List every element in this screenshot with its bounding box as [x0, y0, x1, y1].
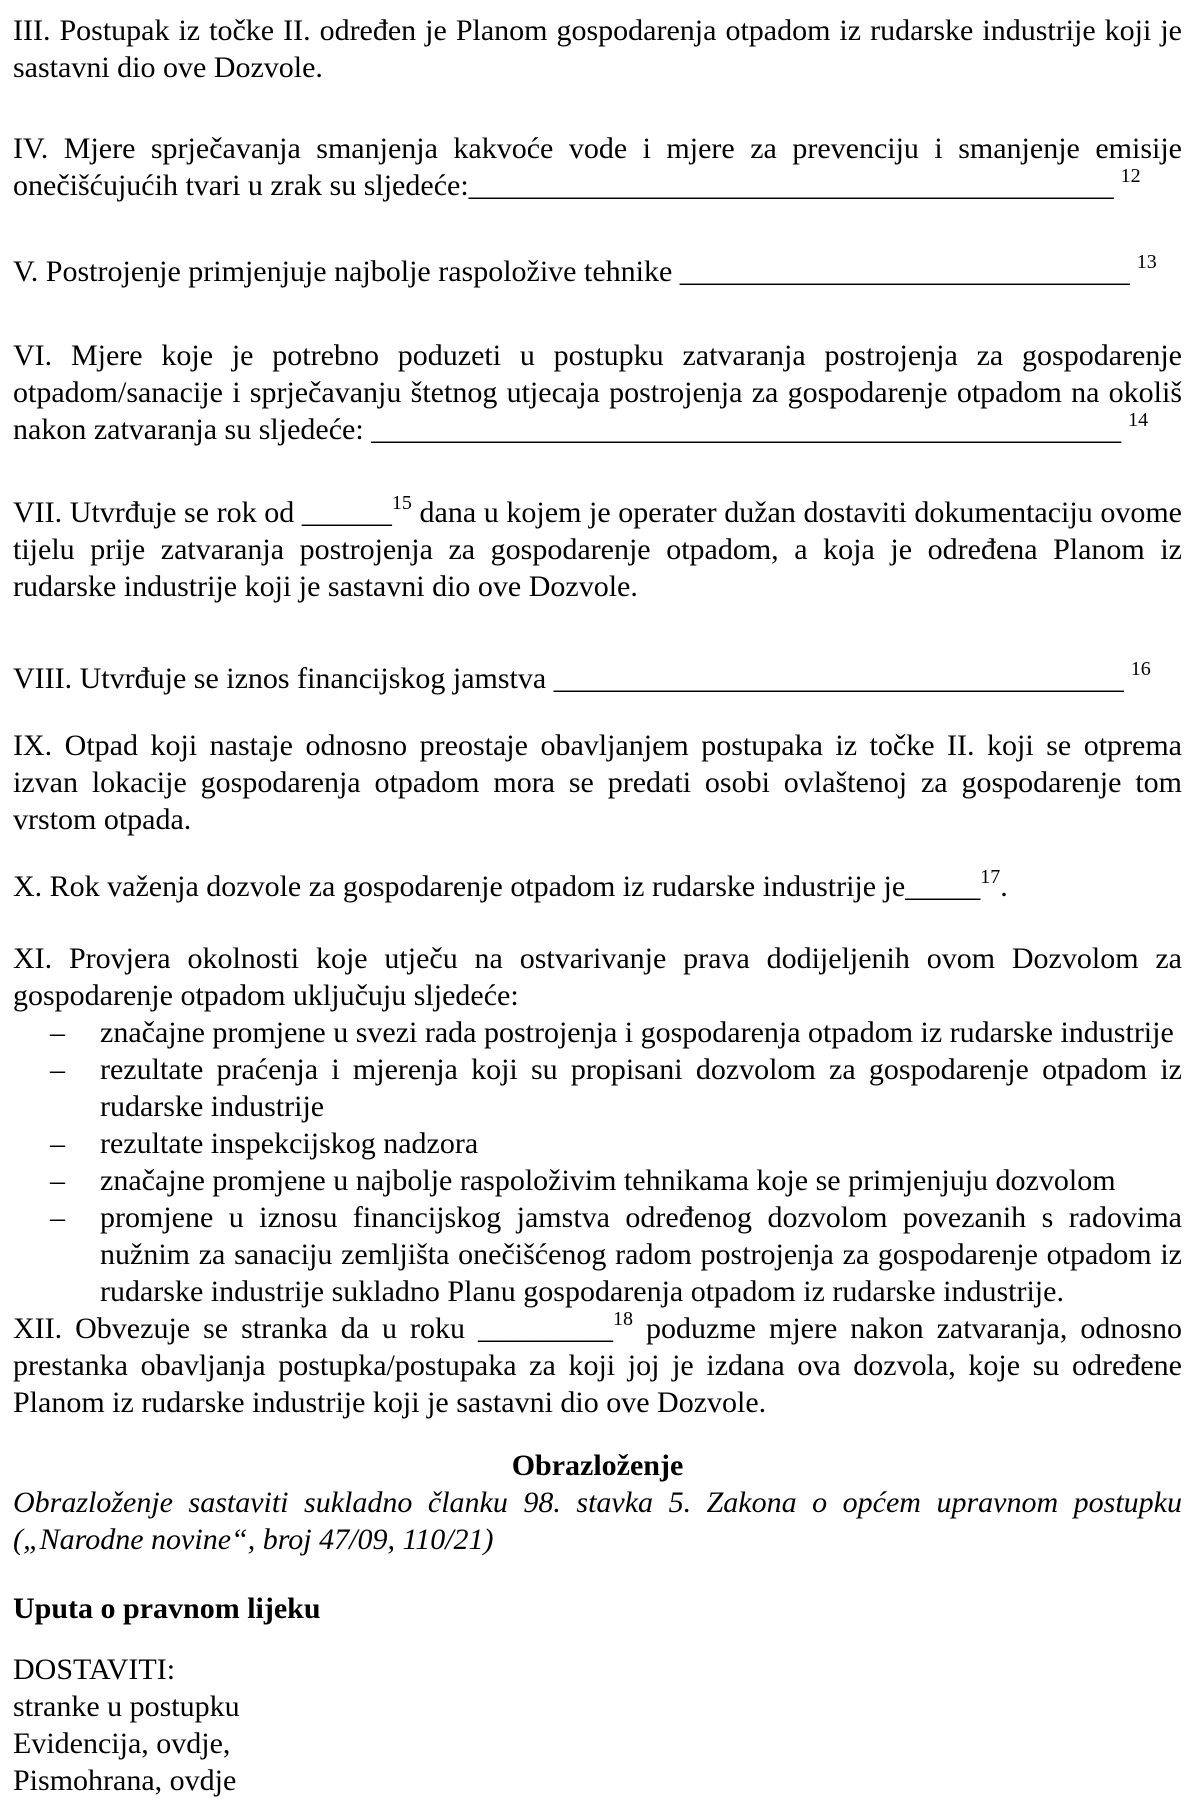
footnote-ref-16: 16: [1130, 658, 1151, 680]
clause-v: [13, 253, 1182, 290]
bullet-item: [13, 1162, 1182, 1199]
clause-vi: [13, 337, 1182, 448]
footnote-ref-18: 18: [613, 1308, 634, 1330]
clause-x: [13, 868, 1182, 905]
bullet-item: [13, 1125, 1182, 1162]
distribution-item: Pismohrana, ovdje: [13, 1764, 237, 1797]
clause-vii: [13, 494, 1182, 605]
section-heading-uputa-o-pravnom-lijeku: Uputa o pravnom lijeku: [13, 1592, 321, 1625]
bullet-item: [13, 1051, 1182, 1125]
clause-xi-bullet-list: [13, 1014, 1182, 1310]
clause-ix-text: IX. Otpad koji nastaje odnosno preostaje obavljanjem postupaka iz točke II. koji se otprema izvan lokacije gospodarenja otpadom mora se predati osobi ovlaštenoj za gospodarenje tom vrstom otpada.: [13, 729, 1182, 836]
clause-xii-text-before: XII. Obvezuje se stranka da u roku: [13, 1312, 479, 1345]
bullet-dash: –: [50, 1053, 65, 1086]
bullet-text: rezultate praćenja i mjerenja koji su propisani dozvolom za gospodarenje otpadom iz rudarske industrije: [100, 1053, 1182, 1123]
clause-xii: [13, 1310, 1182, 1421]
clause-v-text: V. Postrojenje primjenjuje najbolje raspoložive tehnike: [13, 255, 680, 288]
bullet-dash: –: [50, 1201, 65, 1234]
clause-iv-text: IV. Mjere sprječavanja smanjenja kakvoće vode i mjere za prevenciju i smanjenje emisije onečišćujućih tvari u zrak su sljedeće:: [13, 132, 1182, 202]
bullet-dash: –: [50, 1127, 65, 1160]
clause-x-text-before: X. Rok važenja dozvole za gospodarenje otpadom iz rudarske industrije je: [13, 870, 906, 903]
clause-viii-text: VIII. Utvrđuje se iznos financijskog jamstva: [13, 662, 554, 695]
bullet-text: značajne promjene u najbolje raspoloživim tehnikama koje se primjenjuju dozvolom: [100, 1164, 1116, 1197]
distribution-item: stranke u postupku: [13, 1690, 240, 1723]
bullet-dash: –: [50, 1164, 65, 1197]
clause-vii-text-before: VII. Utvrđuje se rok od: [13, 496, 302, 529]
blank-line: __________________________________________________: [371, 413, 1122, 446]
footnote-ref-13: 13: [1136, 251, 1157, 273]
distribution-block: [13, 1651, 1182, 1799]
explanation-note: Obrazloženje sastaviti sukladno članku 98. stavka 5. Zakona o općem upravnom postupku („Narodne novine“, broj 47/09, 110/21): [13, 1486, 1182, 1556]
section-heading-obrazlozenje: Obrazloženje: [511, 1449, 684, 1482]
footnote-ref-17: 17: [980, 866, 1001, 888]
footnote-ref-14: 14: [1128, 409, 1149, 431]
bullet-item: [13, 1014, 1182, 1051]
bullet-text: rezultate inspekcijskog nadzora: [100, 1127, 479, 1160]
distribution-item: Evidencija, ovdje,: [13, 1727, 231, 1760]
blank-line: ______________________________: [679, 255, 1130, 288]
distribution-title: DOSTAVITI:: [13, 1653, 176, 1686]
footnote-ref-12: 12: [1120, 165, 1141, 187]
clause-viii: [13, 660, 1182, 697]
clause-xi-intro: XI. Provjera okolnosti koje utječu na ostvarivanje prava dodijeljenih ovom Dozvolom za gospodarenje otpadom uključuju sljedeće:: [13, 942, 1182, 1012]
clause-iii-text: III. Postupak iz točke II. određen je Planom gospodarenja otpadom iz rudarske industrije koji je sastavni dio ove Dozvole.: [13, 14, 1182, 84]
blank-line: ______________________________________: [553, 662, 1124, 695]
blank-line: _____: [905, 870, 981, 903]
clause-iv: [13, 130, 1182, 204]
clause-x-text-after: .: [1000, 870, 1008, 903]
bullet-dash: –: [50, 1016, 65, 1049]
clause-xii-text-after: poduzme mjere nakon zatvaranja, odnosno prestanka obavljanja postupka/postupaka za koji joj je izdana ova dozvola, koje su određene Planom iz rudarske industrije koji je sastavni dio ove Dozvole.: [13, 1312, 1182, 1419]
footnote-ref-15: 15: [391, 492, 412, 514]
clause-iii: [13, 12, 1182, 86]
clause-vi-text: VI. Mjere koje je potrebno poduzeti u postupku zatvaranja postrojenja za gospodarenje otpadom/sanacije i sprječavanju štetnog utjecaja postrojenja za gospodarenje otpadom na okoliš nakon zatvaranja su sljedeće:: [13, 339, 1182, 446]
clause-xi: [13, 940, 1182, 1014]
clause-vii-text-after: dana u kojem je operater dužan dostaviti dokumentaciju ovome tijelu prije zatvaranja postrojenja za gospodarenje otpadom, a koja je određena Planom iz rudarske industrije koji je sastavni dio ove Dozvole.: [13, 496, 1182, 603]
bullet-item: [13, 1199, 1182, 1310]
blank-line: ______: [301, 496, 392, 529]
blank-line: _________: [478, 1312, 614, 1345]
bullet-text: promjene u iznosu financijskog jamstva određenog dozvolom povezanih s radovima nužnim za sanaciju zemljišta onečišćenog radom postrojenja za gospodarenje otpadom iz rudarske industrije sukladno Planu gospodarenja otpadom iz rudarske industrije.: [100, 1201, 1182, 1308]
clause-ix: [13, 727, 1182, 838]
bullet-text: značajne promjene u svezi rada postrojenja i gospodarenja otpadom iz rudarske industrije: [100, 1016, 1174, 1049]
blank-line: ___________________________________________: [468, 169, 1114, 202]
